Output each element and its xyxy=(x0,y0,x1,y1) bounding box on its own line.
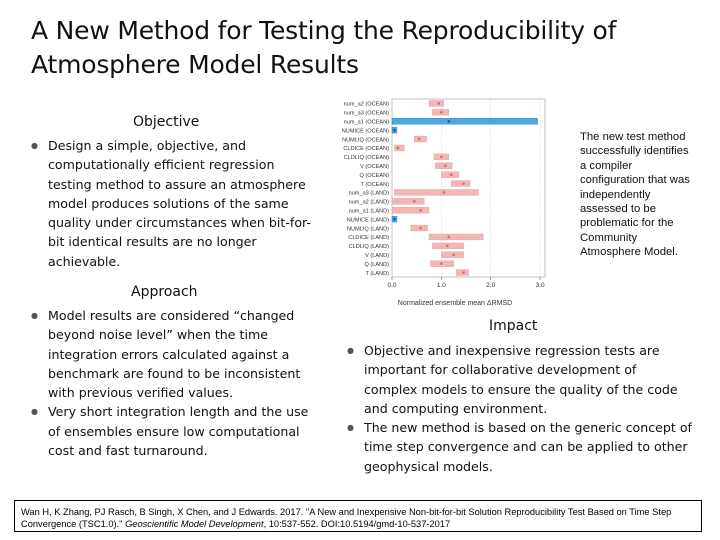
impact-bullet: ● The new method is based on the generic concept of time step convergence and can be applied to other geophysical models. xyxy=(347,418,692,476)
ensemble-range-bar xyxy=(392,198,424,204)
mean-marker xyxy=(419,227,422,230)
mean-marker xyxy=(393,218,396,221)
citation-text: Wan H, K Zhang, PJ Rasch, B Singh, X Chen, and J Edwards. 2017. "A New and Inexpensive Non-bit-for-bit Solution Reproducibility Test Based on Time Step Convergence (TSC1.0)." xyxy=(21,507,672,529)
mean-marker xyxy=(450,173,453,176)
chart-axis xyxy=(387,277,544,289)
category-label: CLDICE (LAND) xyxy=(348,235,389,242)
category-label: num_a3 (LAND) xyxy=(348,190,389,197)
mean-marker xyxy=(462,182,465,185)
category-label: CLDICE (OCEAN) xyxy=(343,146,389,153)
approach-list xyxy=(31,306,316,460)
x-tick-label: 1.0 xyxy=(436,282,446,289)
mean-marker xyxy=(397,147,400,150)
x-tick-label: 0.0 xyxy=(387,282,397,289)
category-label: V (LAND) xyxy=(365,252,389,259)
mean-marker xyxy=(440,156,443,159)
mean-marker xyxy=(393,129,396,132)
mean-marker xyxy=(446,245,449,248)
ensemble-rmsd-chart xyxy=(330,95,575,310)
category-label: num_a3 (OCEAN) xyxy=(343,110,389,117)
objective-list xyxy=(31,136,316,271)
category-label: num_a2 (OCEAN) xyxy=(343,101,389,108)
impact-list xyxy=(347,341,692,476)
mean-marker xyxy=(440,111,443,114)
ensemble-range-bar xyxy=(429,101,444,107)
ensemble-range-bar xyxy=(394,145,404,151)
mean-marker xyxy=(419,209,422,212)
x-tick-label: 2.0 xyxy=(486,282,496,289)
category-label: num_a1 (LAND) xyxy=(348,208,389,215)
category-label: T (OCEAN) xyxy=(360,181,389,188)
ensemble-range-bar xyxy=(429,234,483,240)
mean-marker xyxy=(452,253,455,256)
approach-bullet: ● Model results are considered “changed beyond noise level” when the time integration errors calculated against a benchmark are found to be inconsistent with previous verified values. xyxy=(31,306,316,402)
chart-rows xyxy=(342,101,538,277)
approach-heading: Approach xyxy=(131,284,198,300)
x-tick-label: 3.0 xyxy=(535,282,545,289)
ensemble-range-bar xyxy=(392,207,429,213)
category-label: num_a1 (OCEAN) xyxy=(343,119,389,126)
citation-journal: Geoscientific Model Development xyxy=(125,519,264,529)
impact-heading: Impact xyxy=(489,318,538,334)
category-label: NUMICE (LAND) xyxy=(346,217,389,224)
impact-bullet: ● Objective and inexpensive regression tests are important for collaborative development of complex models to ensure the quality of the code and computing environment. xyxy=(347,341,692,418)
category-label: NUMLIQ (LAND) xyxy=(347,226,389,233)
approach-bullet: ● Very short integration length and the use of ensembles ensure low computational cost and fast turnaround. xyxy=(31,402,316,460)
ensemble-range-bar xyxy=(435,163,452,169)
mean-marker xyxy=(443,191,446,194)
category-label: NUMICE (OCEAN) xyxy=(341,128,389,135)
ensemble-range-bar xyxy=(411,225,428,231)
mean-marker xyxy=(447,236,450,239)
ensemble-range-bar xyxy=(392,118,538,124)
mean-marker xyxy=(444,164,447,167)
citation-box xyxy=(14,500,702,532)
mean-marker xyxy=(418,138,421,141)
figure-note: The new test method successfully identifies a compiler configuration that was independently assessed to be problematic for the Community Atmosphere Model. xyxy=(580,131,690,259)
category-label: CLDLIQ (OCEAN) xyxy=(343,155,389,162)
category-label: Q (LAND) xyxy=(364,261,389,268)
ensemble-range-bar xyxy=(394,190,478,196)
citation-details: , 10:537-552. DOI:10.5194/gmd-10-537-2017 xyxy=(263,519,451,529)
mean-marker xyxy=(447,120,450,123)
chart-grid xyxy=(392,99,545,277)
page-title: A New Method for Testing the Reproducibility of Atmosphere Model Results xyxy=(31,16,617,79)
objective-bullet: ● Design a simple, objective, and computationally efficient regression testing method to assure an atmosphere model produces solutions of the same quality under circumstances when bit-for-bit identical results are no longer achievable. xyxy=(31,136,316,271)
objective-heading: Objective xyxy=(133,114,200,130)
mean-marker xyxy=(462,271,465,274)
category-label: T (LAND) xyxy=(365,270,389,277)
category-label: NUMLIQ (OCEAN) xyxy=(342,137,389,144)
mean-marker xyxy=(440,262,443,265)
mean-marker xyxy=(438,102,441,105)
category-label: Q (OCEAN) xyxy=(359,172,389,179)
category-label: V (OCEAN) xyxy=(360,163,389,170)
chart-xlabel: Normalized ensemble mean ΔRMSD xyxy=(397,300,513,307)
category-label: num_a2 (LAND) xyxy=(348,199,389,206)
ensemble-range-bar xyxy=(451,181,470,187)
mean-marker xyxy=(413,200,416,203)
plot-frame xyxy=(392,99,545,277)
category-label: CLDLIQ (LAND) xyxy=(348,244,389,251)
